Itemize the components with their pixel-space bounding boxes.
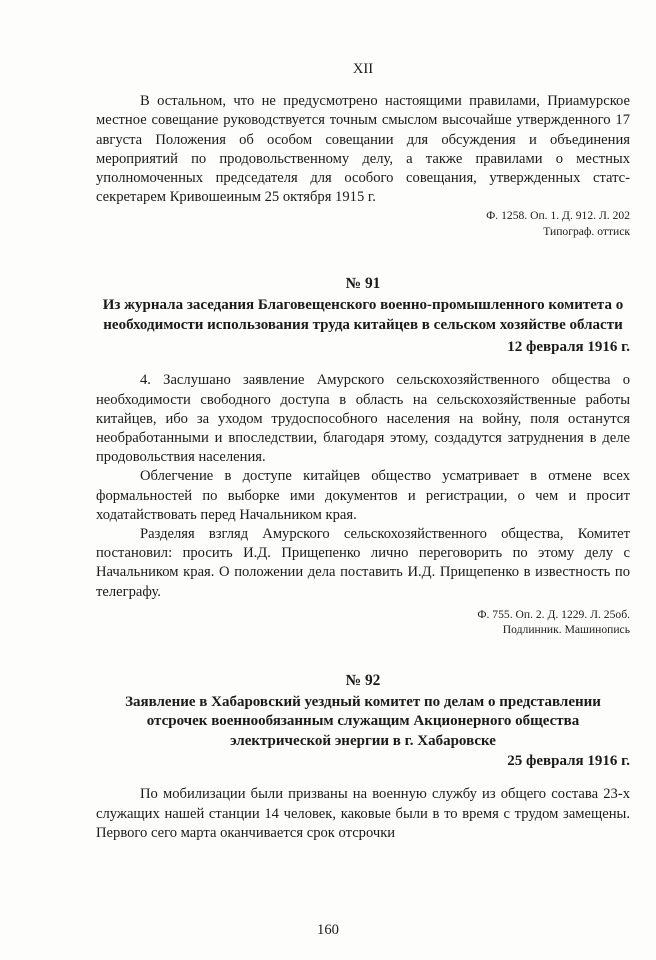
doc-92-title: Заявление в Хабаровский уездный комитет по делам о представлении отсрочек военнообязанным служащим Акционерного общества электрической энергии в г. Хабаровске	[125, 693, 601, 749]
doc-91-source-type: Подлинник. Машинопись	[502, 623, 630, 637]
doc-91-paragraph: Облегчение в доступе китайцев общество усматривает в отмене всех формальностей по выборке ими документов и регистрации, о чем и просит ходатайствовать перед Начальником края.	[96, 468, 630, 523]
section-xii-paragraph: В остальном, что не предусмотрено настоящими правилами, Приамурское местное совещание руководствуется точным смыслом высочайше утвержденного 17 августа Положения об особом совещании для обсуждения и объединения мероприятий по продовольственному делу, а также правилами о местных уполномоченных председателя для особого совещания, утвержденных статс-секретарем Кривошеиным 25 октября 1915 г.	[96, 93, 630, 206]
doc-92-paragraph: По мобилизации были призваны на военную службу из общего состава 23-х служащих нашей станции 14 человек, каковые были в то время с трудом замещены. Первого сего марта оканчивается срок отсрочки	[96, 786, 630, 841]
doc-91-paragraph: Разделяя взгляд Амурского сельскохозяйственного общества, Комитет постановил: просить И.Д. Прищепенко лично переговорить по этому делу с Начальником края. О положении дела поставить И.Д. Прищепенко в известность по телеграфу.	[96, 526, 630, 600]
page-number: 160	[317, 922, 339, 938]
doc-92-date: 25 февраля 1916 г.	[507, 753, 630, 770]
doc-91-paragraph: 4. Заслушано заявление Амурского сельскохозяйственного общества о необходимости свободного доступа в область на сельскохозяйственные работы китайцев, ибо за уходом трудоспособного населения на войну, поля останутся необработанными и впоследствии, благодаря этому, создадутся затруднения в деле продовольствия населения.	[96, 372, 630, 466]
doc-91-date: 12 февраля 1916 г.	[507, 339, 630, 356]
doc-91-source-archive: Ф. 755. Оп. 2. Д. 1229. Л. 25об.	[477, 607, 630, 621]
doc-92-number: № 92	[345, 671, 381, 689]
doc-91-title: Из журнала заседания Благовещенского военно-промышленного комитета о необходимости использования труда китайцев в сельском хозяйстве области	[102, 297, 624, 333]
source-type-1: Типограф. оттиск	[543, 224, 630, 238]
doc-91-number: № 91	[345, 275, 381, 293]
section-numeral: XII	[352, 61, 374, 77]
document-page	[96, 60, 630, 843]
source-archive-1: Ф. 1258. Оп. 1. Д. 912. Л. 202	[486, 209, 630, 223]
